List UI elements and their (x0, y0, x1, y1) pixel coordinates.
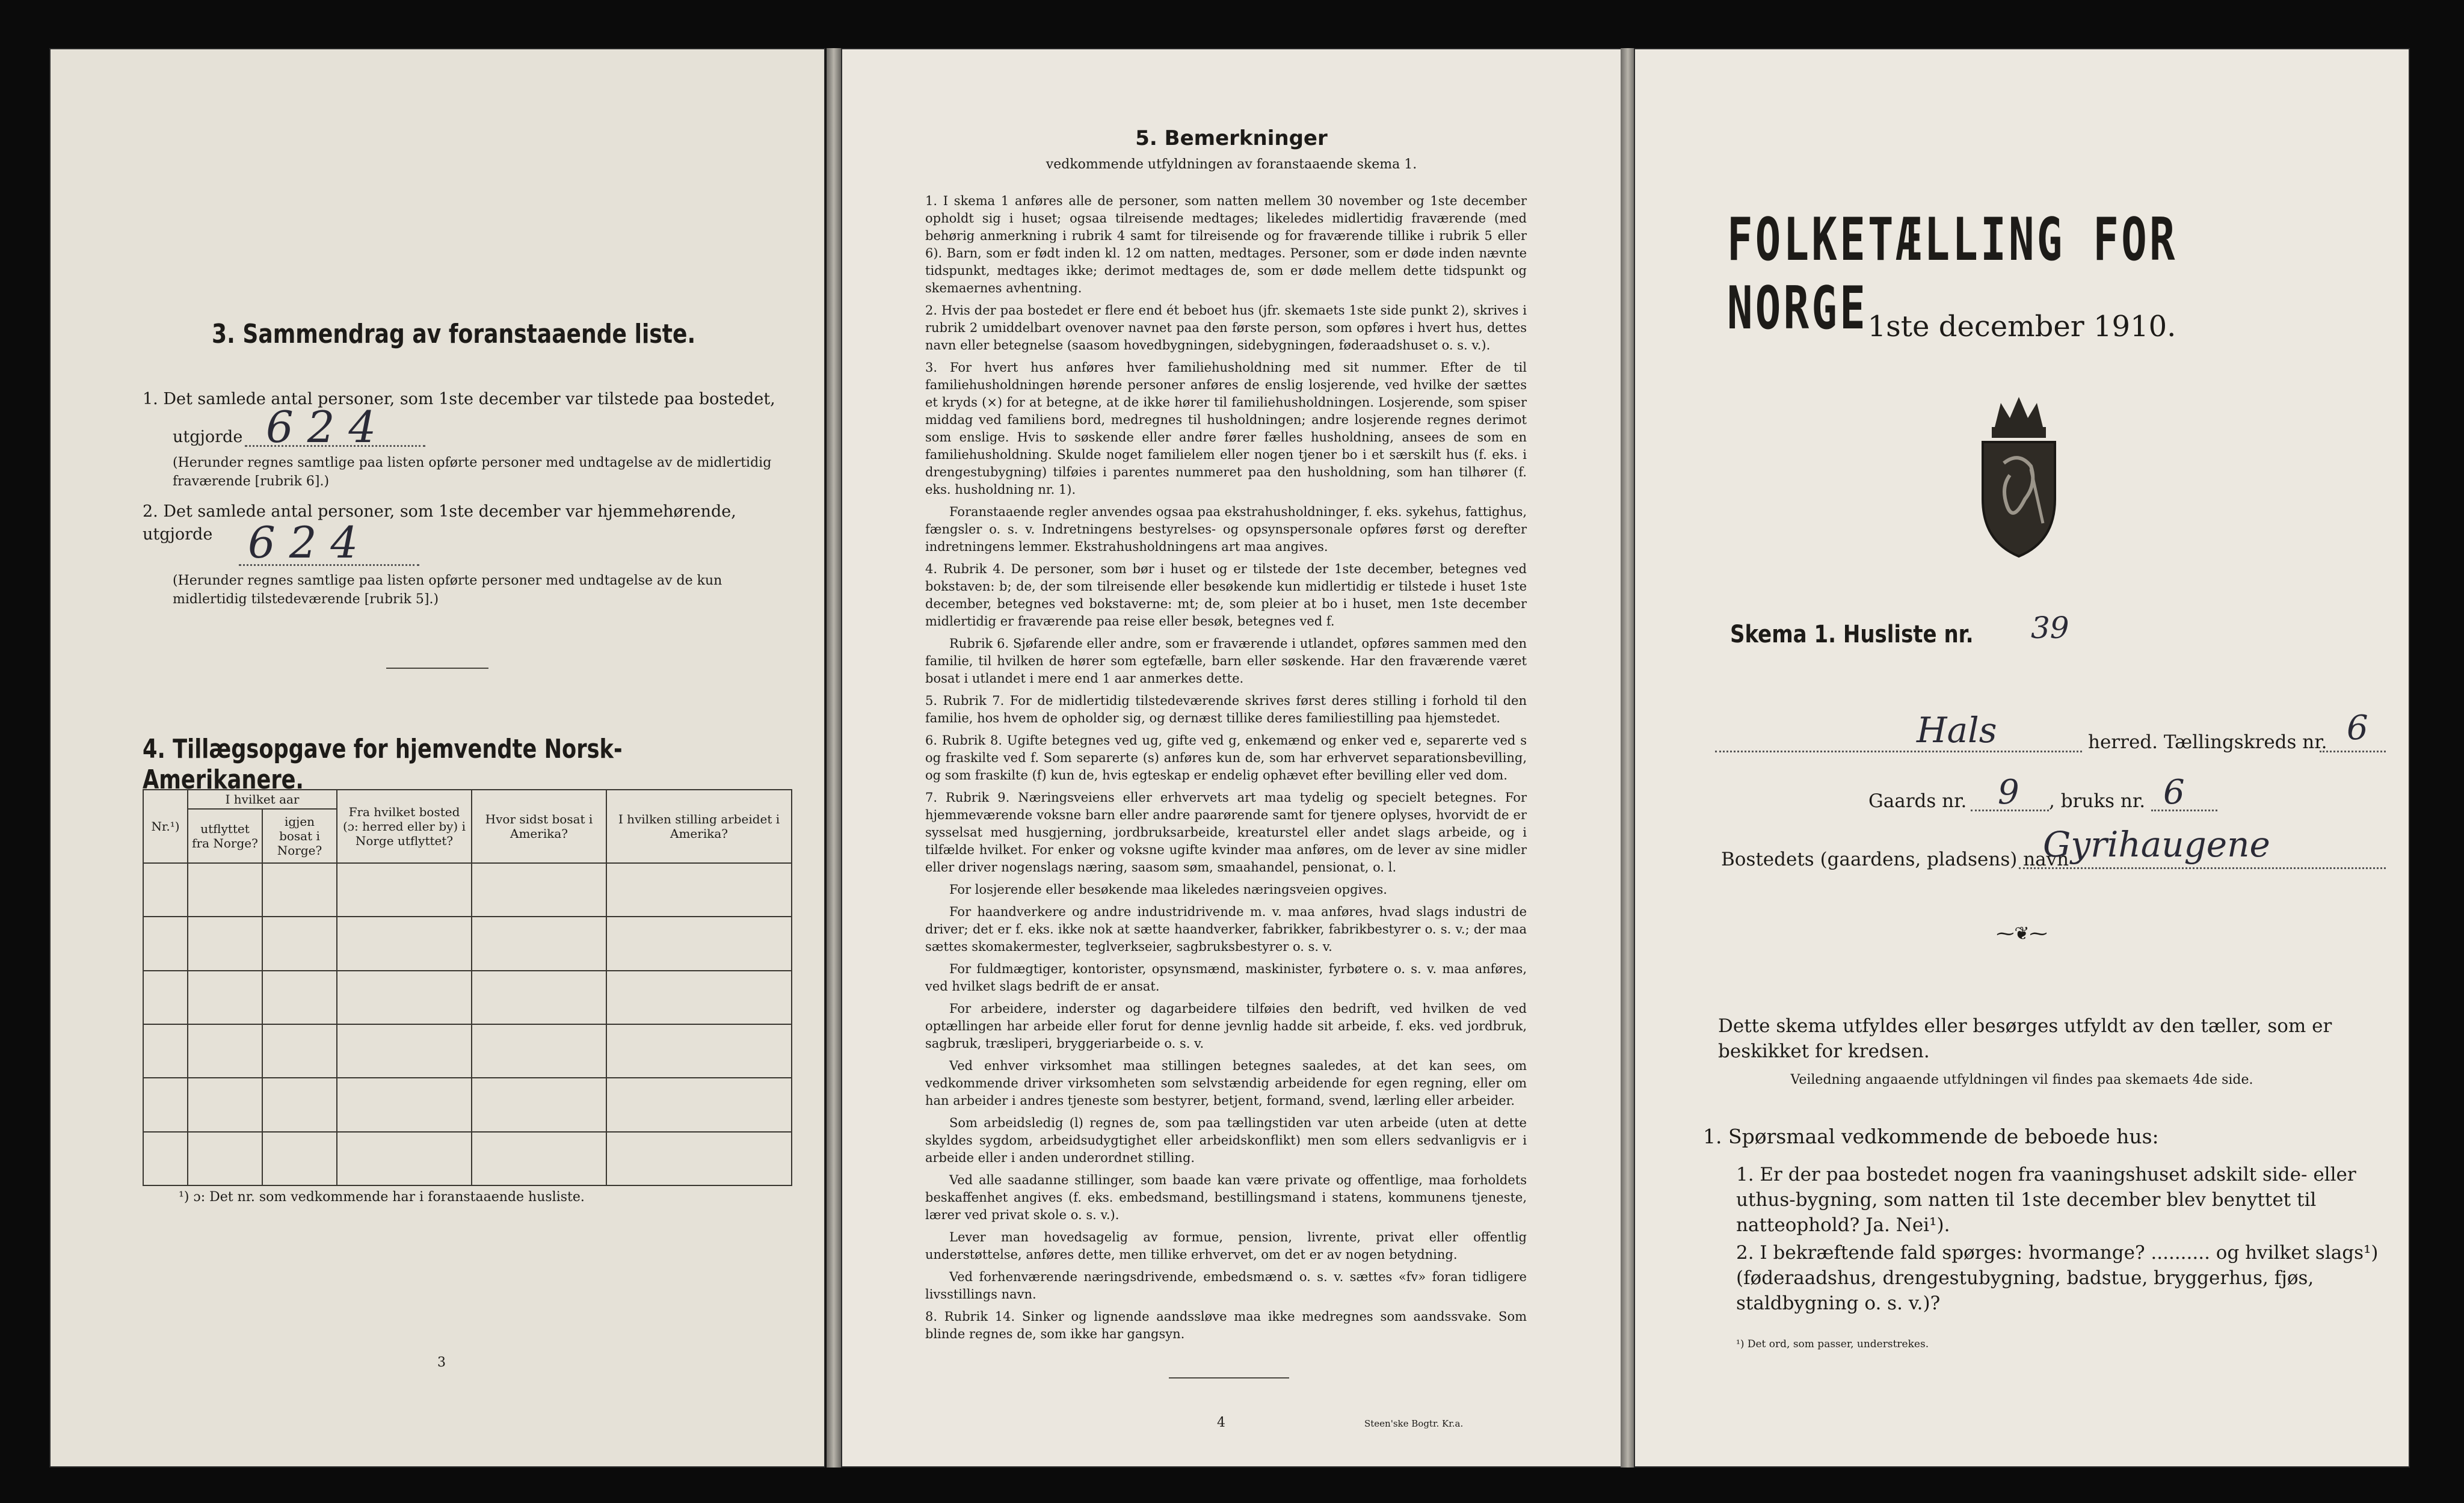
remark-4: 4. Rubrik 4. De personer, som bør i huset og er tilstede der 1ste december, betegnes ved bokstaven: b; de, der som tilreisende eller besøkende kun midlertidig er tilstede i huset 1ste december, betegnes ved bokstaverne: mt; de, som pleier at bo i huset, men 1ste december midlertidig er fraværende paa reise eller besøk, betegnes ved f. (925, 562, 1527, 629)
divider (386, 668, 488, 669)
census-date: 1ste december 1910. (1867, 310, 2176, 343)
item1-utgjorde: utgjorde (173, 428, 243, 446)
page-fold (1621, 48, 1635, 1468)
page-number-4: 4 (1217, 1415, 1225, 1430)
table-row (143, 1132, 792, 1185)
item2-value: 6 2 4 (248, 517, 359, 568)
col-utflyttet: utflyttet fra Norge? (188, 809, 262, 863)
divider (1169, 1377, 1289, 1379)
remark-5: 5. Rubrik 7. For de midlertidig tilstedeværende skrives først deres stilling i forhold til den familie, hos hvem de opholder sig, og dernæst tillike deres familiestilling paa hjemstedet. (925, 693, 1527, 725)
col-stilling: I hvilken stilling arbeidet i Amerika? (606, 790, 792, 863)
gaards-nr: 9 (1998, 773, 2019, 812)
remark-3b: Foranstaaende regler anvendes ogsaa paa ekstrahusholdninger, f. eks. sykehus, fattighus, fængsler o. s. v. Indretningens bestyrelses- og opsynspersonale opføres først og derefter indretningens lemmer. Ekstrahusholdningens art maa angives. (925, 505, 1527, 554)
col-igjen: igjen bosat i Norge? (262, 809, 337, 863)
remark-7j: Ved forhenværende næringsdrivende, embedsmænd o. s. v. sættes «fv» foran tidligere livsstillings navn. (925, 1270, 1527, 1302)
remarks-subtitle: vedkommende utfyldningen av foranstaaende skema 1. (1046, 157, 1417, 172)
printer-mark: Steen'ske Bogtr. Kr.a. (1364, 1418, 1464, 1429)
intro-text: Dette skema utfyldes eller besørges utfyldt av den tæller, som er beskikket for kredsen. (1718, 1015, 2332, 1062)
table-row (143, 917, 792, 970)
cover-footnote: ¹) Det ord, som passer, understrekes. (1736, 1338, 1929, 1350)
kreds-nr: 6 (2347, 708, 2368, 748)
col-fra: Fra hvilket bosted (ɔ: herred eller by) i Norge utflyttet? (337, 790, 472, 863)
question-1: 1. Er der paa bostedet nogen fra vaaningshuset adskilt side- eller uthus-bygning, som natten til 1ste december blev benyttet til natteophold? Ja. Nei¹). (1736, 1164, 2356, 1236)
kreds-line (2320, 751, 2386, 752)
item1-note: (Herunder regnes samtlige paa listen opførte personer med undtagelse av de midlertidig fraværende [rubrik 6].) (173, 455, 772, 489)
remark-7e: For arbeidere, inderster og dagarbeidere tilføies den bedrift, ved hvilken de ved optællingen har arbeide eller forut for denne jevnlig hadde sit arbeide, f. eks. ved jordbruk, sagbruk, træsliperi, bryggeriarbeide o. s. v. (925, 1001, 1527, 1051)
page-fold (827, 48, 841, 1468)
remark-7d: For fuldmægtiger, kontorister, opsynsmænd, maskinister, fyrbøtere o. s. v. maa anføres, ved hvilket slags bedrift de er ansat. (925, 962, 1527, 994)
table-row (143, 863, 792, 917)
section-4-title: 4. Tillægsopgave for hjemvendte Norsk-Amerikanere. (143, 734, 623, 795)
item2-note: (Herunder regnes samtlige paa listen opførte personer med undtagelse av de kun midlertidig tilstedeværende [rubrik 5].) (173, 573, 722, 607)
question-2: 2. I bekræftende fald spørges: hvormange? .......... og hvilket slags¹) (føderaadshus, drengestubygning, badstue, bryggerhus, fjøs, staldbygning o. s. v.)? (1736, 1242, 2379, 1314)
item2-text: 2. Det samlede antal personer, som 1ste december var hjemmehørende, utgjorde (143, 502, 736, 544)
page-4-remarks (841, 48, 1622, 1468)
herred-line (1715, 751, 2082, 752)
remark-4b: Rubrik 6. Sjøfarende eller andre, som er fraværende i utlandet, opføres sammen med den familie, til hvilken de hører som egtefælle, barn eller søskende. Har den fraværende været bosat i utlandet i mere end 1 aar anmerkes dette. (925, 636, 1527, 686)
norsk-amerikanere-table (143, 789, 792, 1186)
bruks-nr: 6 (2163, 773, 2185, 812)
coat-of-arms-icon (1959, 385, 2079, 559)
questions-title: 1. Spørsmaal vedkommende de beboede hus: (1703, 1125, 2159, 1148)
table-row (143, 1024, 792, 1078)
table-row (143, 1078, 792, 1131)
bosted-line (2019, 867, 2386, 869)
remark-7h: Ved alle saadanne stillinger, som baade kan være private og offentlige, maa forholdets beskaffenhet angives (f. eks. embedsmand, bestillingsmand i statens, kommunens tjeneste, lærer ved privat skole o. s. v.). (925, 1173, 1527, 1222)
remark-1: 1. I skema 1 anføres alle de personer, som natten mellem 30 november og 1ste december opholdt sig i huset; ogsaa tilreisende medtages; likeledes midlertidig fraværende (med behørig anmerkning i rubrik 4 samt for tilreisende og for fraværende tillike i rubrik 5 eller 6). Barn, som er født inden kl. 12 om natten, medtages. Personer, som er døde inden nævnte tidspunkt, medtages ikke; derimot medtages de, som er døde mellem dette tidspunkt og skemaernes avhentning. (925, 194, 1527, 295)
col-nr: Nr.¹) (143, 790, 188, 863)
col-hvor: Hvor sidst bosat i Amerika? (472, 790, 606, 863)
remark-7g: Som arbeidsledig (l) regnes de, som paa tællingstiden var uten arbeide (uten at dette skyldes sygdom, arbeidsudygtighet eller arbeidskonflikt) men som ellers sedvanligvis er i arbeide eller i anden underordnet stilling. (925, 1116, 1527, 1165)
bosted-value: Gyrihaugene (2043, 824, 2270, 865)
remark-7f: Ved enhver virksomhet maa stillingen betegnes saaledes, at det kan sees, om vedkommende driver virksomheten som selvstændig arbeidende for egen regning, eller om han arbeider i andres tjeneste som bestyrer, betjent, formand, svend, lærling eller arbeider. (925, 1059, 1527, 1108)
table-footnote: ¹) ɔ: Det nr. som vedkommende har i foranstaaende husliste. (179, 1190, 585, 1205)
husliste-nr: 39 (2031, 610, 2069, 645)
remark-7i: Lever man hovedsagelig av formue, pension, livrente, privat eller offentlig understøttelse, anføres dette, men tillike erhvervet, om det er av nogen betydning. (925, 1230, 1527, 1262)
section-3-title: 3. Sammendrag av foranstaaende liste. (212, 319, 696, 349)
item1-value: 6 2 4 (266, 402, 377, 452)
remark-8: 8. Rubrik 14. Sinker og lignende aandssløve maa ikke medregnes som aandssvake. Som blinde regnes de, som ikke har gangsyn. (925, 1309, 1527, 1341)
page-number-3: 3 (437, 1355, 446, 1370)
table-row (143, 971, 792, 1024)
remark-7: 7. Rubrik 9. Næringsveiens eller erhvervets art maa tydelig og specielt betegnes. For hjemmeværende voksne barn eller andre paarørende samt for tjenere oplyses, hvorvidt de er sysselsat med husgjerning, jordbruksarbeide, kreaturstel eller andet slags arbeide, og i tilfælde hvilket. For enker og voksne ugifte kvinder maa anføres, om de lever av sine midler eller driver nogenslags næring, saasom søm, smaahandel, pensionat, o. l. (925, 790, 1527, 874)
remark-7b: For losjerende eller besøkende maa likeledes næringsveien opgives. (949, 882, 1387, 897)
schema-label: Skema 1. Husliste nr. (1730, 621, 1974, 648)
page-1-cover (1634, 48, 2410, 1468)
herred-value: Hals (1917, 710, 1997, 751)
bosted-label: Bostedets (gaardens, pladsens) navn (1721, 849, 2069, 870)
guide-text: Veiledning angaaende utfyldningen vil findes paa skemaets 4de side. (1790, 1072, 2253, 1087)
bruks-label: , bruks nr. (2049, 790, 2146, 812)
remark-3: 3. For hvert hus anføres hver familiehusholdning med sit nummer. Efter de til familiehusholdningen hørende personer anføres de enslig losjerende, ved hvilke der sættes et kryds (×) for at betegne, at de ikke hører til familiehusholdningen. Losjerende, som spiser middag ved familiens bord, medregnes til husholdningen; andre losjerende regnes derimot som enslige. Hvis to søskende eller andre fører fælles husholdning, ansees de som en familiehusholdning. Skulde noget familielem eller nogen tjener bo i et særskilt hus (f. eks. i drengestubygning) tilføies i parentes nummeret paa den husholdning, som han tilhører (f. eks. husholdning nr. 1). (925, 360, 1527, 497)
item1-text: 1. Det samlede antal personer, som 1ste december var tilstede paa bostedet, (143, 390, 775, 408)
main-title: FOLKETÆLLING FOR NORGE (1727, 206, 2178, 343)
remark-2: 2. Hvis der paa bostedet er flere end ét beboet hus (jfr. skemaets 1ste side punkt 2), skrives i rubrik 2 umiddelbart ovenover navnet paa den første person, som opføres i hvert hus, dettes navn eller betegnelse (saasom hovedbygningen, sidebygningen, føderaadshuset o. s. v.). (925, 303, 1527, 352)
ornament: ⁓❦⁓ (1996, 923, 2048, 944)
remarks-title: 5. Bemerkninger (1135, 126, 1328, 150)
herred-label: herred. Tællingskreds nr. (2088, 731, 2327, 753)
remark-6: 6. Rubrik 8. Ugifte betegnes ved ug, gifte ved g, enkemænd og enker ved e, separerte ved s og fraskilte ved f. Som separerte (s) anføres kun de, som har erhvervet separationsbevilling, og som fraskilte (f) kun de, hvis egteskap er endelig ophævet efter bevilling eller ved dom. (925, 733, 1527, 782)
gaards-label: Gaards nr. (1868, 790, 1967, 812)
remark-7c: For haandverkere og andre industridrivende m. v. maa anføres, hvad slags industri de driver; det er f. eks. ikke nok at sætte haandverker, fabrikker, fabrikbestyrer o. s. v.; der maa sættes skomakermester, teglverkseier, sagbruksbestyrer o. s. v. (925, 905, 1527, 954)
page-3-summary (49, 48, 825, 1468)
col-group-aar: I hvilket aar (188, 790, 337, 809)
remarks-list (925, 192, 1527, 1348)
